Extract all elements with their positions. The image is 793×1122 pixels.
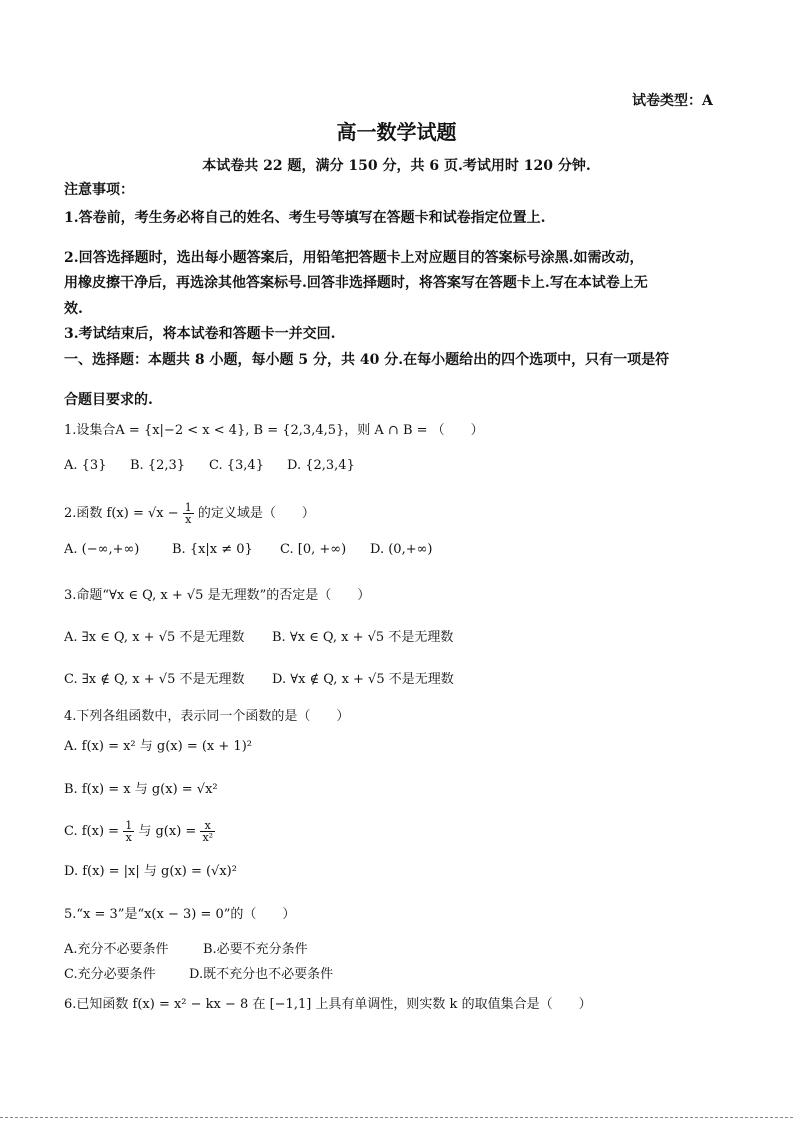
- question-2-fraction: [183, 502, 194, 525]
- question-4-option-c-mid: 与 g(x) =: [138, 824, 197, 839]
- note-item-3: 3.考试结束后，将本试卷和答题卡一并交回.: [64, 326, 336, 342]
- question-2-option-a: A. (−∞,+∞): [64, 542, 140, 557]
- question-2-option-d: D. (0,+∞): [370, 542, 433, 557]
- question-5-option-d: D.既不充分也不必要条件: [189, 967, 334, 982]
- question-1-option-d: D. {2,3,4}: [287, 458, 355, 473]
- exam-info: 本试卷共 22 题，满分 150 分，共 6 页.考试用时 120 分钟.: [202, 158, 591, 174]
- fraction-denominator: x²: [202, 831, 214, 844]
- note-item-2-line-2: 用橡皮擦干净后，再选涂其他答案标号.回答非选择题时，将答案写在答题卡上.写在本试卷上无: [64, 275, 648, 291]
- question-4-option-c-fraction-2: [200, 820, 215, 843]
- question-2-option-c: C. [0, +∞): [280, 542, 347, 557]
- section-heading-line-1: 一、选择题：本题共 8 小题，每小题 5 分，共 40 分.在每小题给出的四个选项中，只有一项是符: [64, 352, 670, 368]
- question-3-option-c: C. ∃x ∉ Q, x + √5 不是无理数: [64, 672, 245, 687]
- question-2-option-b: B. {x|x ≠ 0}: [172, 542, 253, 557]
- question-5-option-a: A.充分不必要条件: [64, 942, 169, 957]
- question-6-stem: 6.已知函数 f(x) = x² − kx − 8 在 [−1,1] 上具有单调性，则实数 k 的取值集合是（ ）: [64, 997, 592, 1012]
- question-3-option-b: B. ∀x ∈ Q, x + √5 不是无理数: [272, 630, 454, 645]
- question-4-option-c: [64, 820, 215, 843]
- question-2-stem: [64, 502, 315, 525]
- fraction-numerator: x: [200, 820, 215, 832]
- fraction-numerator: 1: [125, 819, 133, 832]
- question-4-option-a: A. f(x) = x² 与 g(x) = (x + 1)²: [64, 739, 252, 754]
- note-item-2-line-3: 效.: [64, 301, 83, 317]
- question-4-option-c-pre: C. f(x) =: [64, 824, 120, 839]
- paper-type-label: 试卷类型：A: [632, 93, 713, 109]
- question-2-fraction-numerator: 1: [184, 501, 192, 514]
- question-3-option-a: A. ∃x ∈ Q, x + √5 不是无理数: [64, 630, 245, 645]
- question-1-option-a: A. {3}: [64, 458, 107, 473]
- question-2-stem-post: 的定义域是（ ）: [197, 506, 315, 521]
- note-item-2-line-1: 2.回答选择题时，选出每小题答案后，用铅笔把答题卡上对应题目的答案标号涂黑.如需改动，: [64, 250, 644, 266]
- question-5-option-b: B.必要不充分条件: [203, 942, 308, 957]
- question-1-stem: 1.设集合A = {x|−2 < x < 4}, B = {2,3,4,5}，则 A ∩ B = （ ）: [64, 423, 484, 438]
- question-2-fraction-denominator: x: [185, 513, 192, 526]
- question-1-option-c: C. {3,4}: [209, 458, 264, 473]
- question-2-stem-pre: 2.函数 f(x) = √x −: [64, 506, 179, 521]
- question-4-option-c-fraction-1: [123, 820, 134, 843]
- note-item-1: 1.答卷前，考生务必将自己的姓名、考生号等填写在答题卡和试卷指定位置上.: [64, 210, 546, 226]
- question-1-option-b: B. {2,3}: [130, 458, 186, 473]
- question-5-stem: 5.“x = 3”是“x(x − 3) = 0”的（ ）: [64, 907, 296, 922]
- question-3-stem: 3.命题“∀x ∈ Q, x + √5 是无理数”的否定是（ ）: [64, 588, 371, 603]
- page-bottom-divider: [0, 1117, 793, 1118]
- question-5-option-c: C.充分必要条件: [64, 967, 156, 982]
- question-4-option-d: D. f(x) = |x| 与 g(x) = (√x)²: [64, 864, 237, 879]
- fraction-denominator: x: [125, 831, 132, 844]
- notes-heading: 注意事项：: [64, 182, 134, 198]
- question-4-stem: 4.下列各组函数中，表示同一个函数的是（ ）: [64, 709, 350, 724]
- question-4-option-b: B. f(x) = x 与 g(x) = √x²: [64, 782, 218, 797]
- page-title: 高一数学试题: [336, 120, 457, 144]
- question-3-option-d: D. ∀x ∉ Q, x + √5 不是无理数: [272, 672, 454, 687]
- section-heading-line-2: 合题目要求的.: [64, 392, 153, 408]
